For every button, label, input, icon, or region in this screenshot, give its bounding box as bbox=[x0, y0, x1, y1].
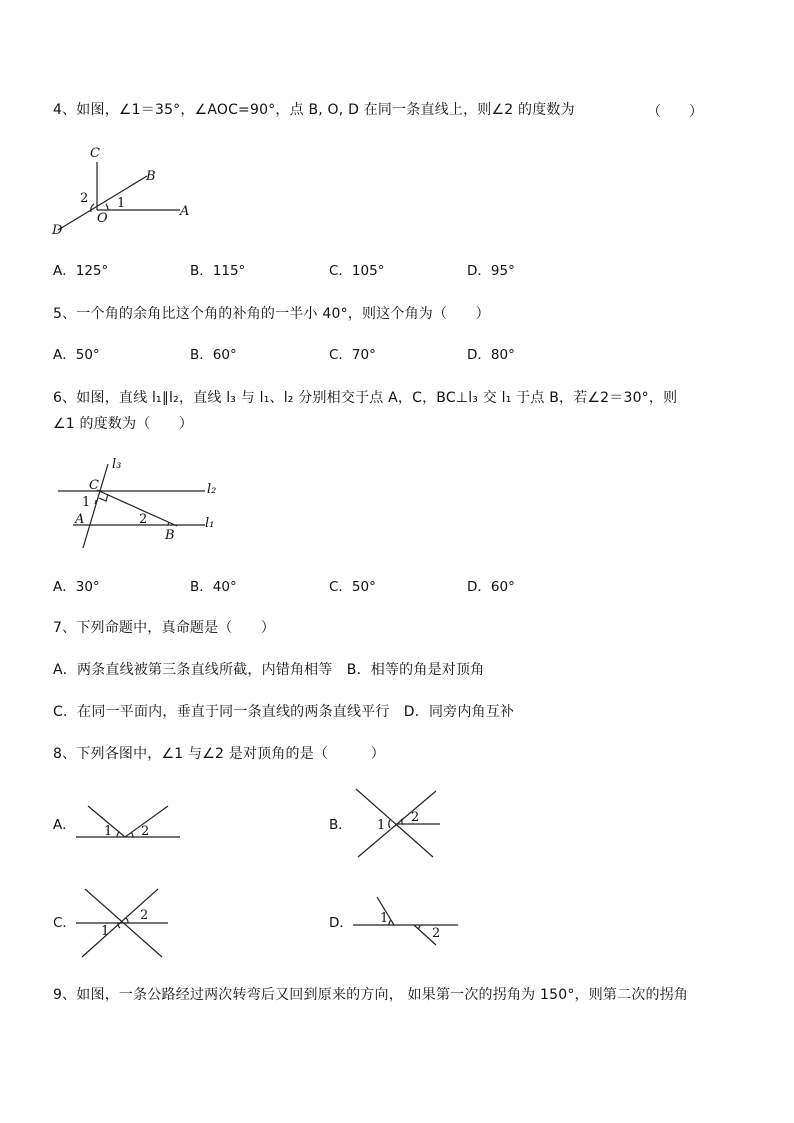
q8c-angle2-arc bbox=[126, 918, 128, 923]
q8-option-c-label: C． bbox=[53, 915, 76, 931]
q8d-label-1: 1 bbox=[380, 911, 389, 926]
q8-option-b-label: B． bbox=[329, 817, 352, 833]
q6-option-c: C．50° bbox=[329, 579, 376, 595]
q6-label-l2: l₂ bbox=[207, 482, 217, 497]
q8c-label-2: 2 bbox=[140, 908, 149, 923]
q4-option-b: B．115° bbox=[190, 263, 246, 279]
q8-figure-c bbox=[70, 885, 175, 960]
q8-figure-b bbox=[350, 785, 445, 860]
q4-option-a: A．125° bbox=[53, 263, 109, 279]
q7-options-line2: C．在同一平面内，垂直于同一条直线的两条直线平行 D．同旁内角互补 bbox=[53, 704, 515, 720]
q7-options-line1: A．两条直线被第三条直线所截，内错角相等 B．相等的角是对顶角 bbox=[53, 662, 485, 678]
q6-option-a: A．30° bbox=[53, 579, 100, 595]
q8a-label-2: 2 bbox=[141, 824, 150, 839]
q8b-line-1 bbox=[356, 789, 433, 857]
q6-text-line1: 6、如图，直线 l₁∥l₂，直线 l₃ 与 l₁、l₂ 分别相交于点 A，C，BC⊥l₃ 交 l₁ 于点 B，若∠2＝30°，则 bbox=[53, 390, 678, 406]
q7-text: 7、下列命题中，真命题是（ ） bbox=[53, 620, 276, 636]
q8-figure-d bbox=[350, 893, 465, 948]
q4-label-c: C bbox=[90, 146, 100, 161]
q6-label-2: 2 bbox=[139, 512, 148, 527]
q5-option-a: A．50° bbox=[53, 347, 100, 363]
q8b-label-1: 1 bbox=[377, 818, 386, 833]
q6-label-l3: l₃ bbox=[112, 457, 122, 472]
q8-text: 8、下列各图中，∠1 与∠2 是对顶角的是（ ） bbox=[53, 746, 385, 762]
q8d-angle1-arc bbox=[389, 920, 391, 925]
q6-right-angle-mark bbox=[99, 494, 108, 501]
q8-option-a-label: A． bbox=[53, 817, 76, 833]
q5-option-c: C．70° bbox=[329, 347, 376, 363]
q6-label-a: A bbox=[75, 512, 85, 527]
q4-answer-paren: （ ） bbox=[647, 104, 703, 120]
q6-option-d: D．60° bbox=[467, 579, 515, 595]
q8c-label-1: 1 bbox=[101, 924, 110, 939]
q6-segment-cb bbox=[97, 490, 177, 526]
q4-label-o: O bbox=[97, 211, 108, 226]
q8-figure-a bbox=[70, 800, 185, 845]
q9-text: 9、如图，一条公路经过两次转弯后又回到原来的方向， 如果第一次的拐角为 150°，则第二次的拐角 bbox=[53, 987, 689, 1003]
q4-option-c: C．105° bbox=[329, 263, 385, 279]
q8b-label-2: 2 bbox=[411, 810, 420, 825]
q4-label-2: 2 bbox=[80, 191, 89, 206]
q4-option-d: D．95° bbox=[467, 263, 515, 279]
q6-option-b: B．40° bbox=[190, 579, 237, 595]
q4-figure bbox=[50, 140, 200, 240]
q4-text: 4、如图，∠1＝35°，∠AOC=90°，点 B, O, D 在同一条直线上，则∠2 的度数为 bbox=[53, 102, 575, 118]
q8-option-d-label: D． bbox=[329, 915, 353, 931]
q8d-label-2: 2 bbox=[432, 926, 441, 941]
q4-label-d: D bbox=[52, 223, 63, 238]
q5-option-b: B．60° bbox=[190, 347, 237, 363]
q6-label-1: 1 bbox=[82, 495, 91, 510]
q5-text: 5、一个角的余角比这个角的补角的一半小 40°，则这个角为（ ） bbox=[53, 306, 490, 322]
q6-figure bbox=[50, 452, 230, 552]
q4-angle1-arc bbox=[106, 204, 108, 210]
q6-label-c: C bbox=[89, 478, 99, 493]
q6-label-l1: l₁ bbox=[205, 516, 215, 531]
q8a-angle1-arc bbox=[117, 832, 119, 837]
q6-label-b: B bbox=[165, 528, 175, 543]
q8a-label-1: 1 bbox=[104, 824, 113, 839]
q4-label-1: 1 bbox=[117, 196, 126, 211]
q6-angle1-arc bbox=[95, 500, 96, 504]
q8a-angle2-arc bbox=[131, 832, 133, 837]
q4-label-a: A bbox=[180, 204, 190, 219]
q8b-angle2-arc bbox=[401, 819, 402, 824]
q6-text-line2: ∠1 的度数为（ ） bbox=[53, 416, 194, 432]
q8b-angle1-arc bbox=[389, 820, 390, 828]
q4-label-b: B bbox=[146, 169, 156, 184]
q5-option-d: D．80° bbox=[467, 347, 515, 363]
